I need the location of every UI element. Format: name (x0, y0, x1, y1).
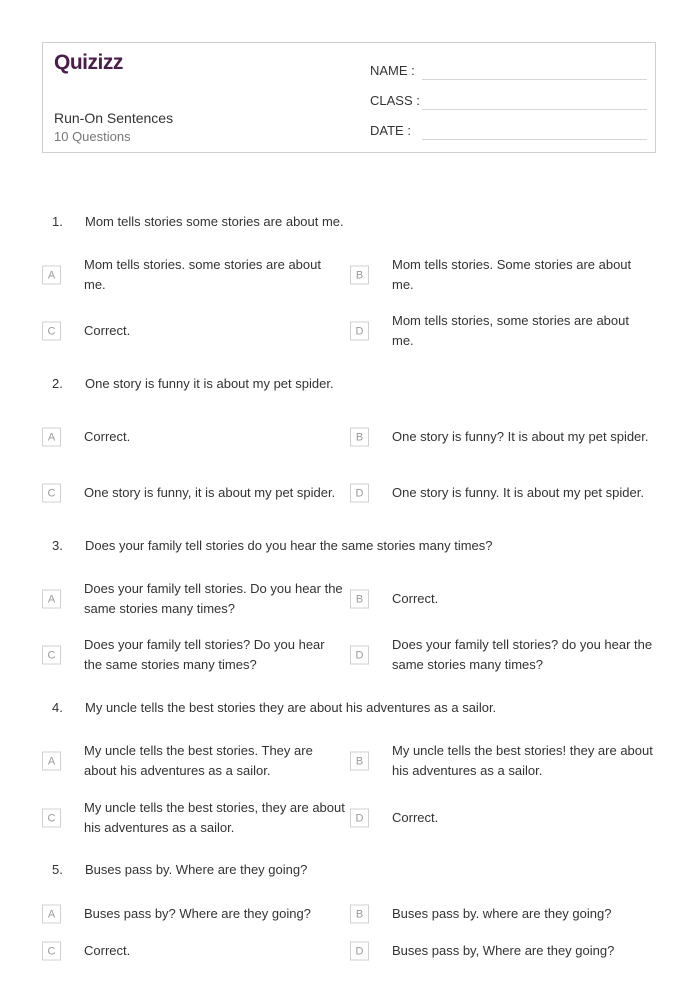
option-text: Correct. (84, 943, 131, 958)
option-5c[interactable] (42, 933, 332, 969)
option-text: Mom tells stories, some stories are about me. (392, 313, 629, 348)
class-label: CLASS : (370, 93, 420, 108)
question-text: One story is funny it is about my pet spider. (85, 376, 334, 391)
option-letter-box: B (350, 752, 369, 771)
option-text: One story is funny. It is about my pet spider. (392, 485, 644, 500)
option-text: One story is funny, it is about my pet spider. (84, 485, 336, 500)
question-text: Mom tells stories some stories are about me. (85, 214, 344, 229)
option-3b[interactable] (350, 581, 640, 617)
option-text: Buses pass by? Where are they going? (84, 906, 311, 921)
option-letter-box: A (42, 266, 61, 285)
option-letter-box: B (350, 266, 369, 285)
option-text: Buses pass by. where are they going? (392, 906, 612, 921)
option-text: Does your family tell stories? Do you hear the same stories many times? (84, 637, 325, 672)
option-text: Correct. (84, 429, 131, 444)
option-text: Does your family tell stories? do you hear the same stories many times? (392, 637, 653, 672)
option-letter-box: B (350, 428, 369, 447)
option-1d[interactable] (350, 313, 640, 349)
option-text: Does your family tell stories. Do you hear the same stories many times? (84, 581, 343, 616)
option-3c[interactable] (42, 637, 332, 673)
option-1b[interactable] (350, 257, 640, 293)
option-letter-box: A (42, 905, 61, 924)
date-label: DATE : (370, 123, 411, 138)
class-field[interactable] (370, 88, 647, 110)
option-letter-box: C (42, 646, 61, 665)
question-text: Buses pass by. Where are they going? (85, 862, 308, 877)
option-text: One story is funny? It is about my pet spider. (392, 429, 649, 444)
option-text: Mom tells stories. some stories are about me. (84, 257, 321, 292)
option-4d[interactable] (350, 800, 640, 836)
option-text: Correct. (392, 810, 439, 825)
date-field[interactable] (370, 118, 647, 140)
option-letter-box: D (350, 322, 369, 341)
option-letter-box: B (350, 590, 369, 609)
option-1c[interactable] (42, 313, 332, 349)
option-2c[interactable] (42, 475, 336, 511)
worksheet-header (42, 42, 656, 153)
option-text: Mom tells stories. Some stories are about me. (392, 257, 632, 292)
question-number: 3. (52, 538, 63, 553)
question-number: 4. (52, 700, 63, 715)
question-count: 10 Questions (54, 129, 131, 144)
option-letter-box: D (350, 484, 369, 503)
option-letter-box: C (42, 484, 61, 503)
option-5a[interactable] (42, 896, 332, 932)
option-2b[interactable] (350, 419, 649, 455)
option-letter-box: A (42, 752, 61, 771)
name-line (422, 78, 647, 80)
option-letter-box: C (42, 322, 61, 341)
option-letter-box: A (42, 590, 61, 609)
option-3a[interactable] (42, 581, 343, 617)
option-3d[interactable] (350, 637, 653, 673)
option-5b[interactable] (350, 896, 640, 932)
option-1a[interactable] (42, 257, 332, 293)
option-text: Buses pass by, Where are they going? (392, 943, 615, 958)
option-4c[interactable] (42, 800, 345, 836)
option-letter-box: C (42, 942, 61, 961)
class-line (422, 108, 647, 110)
option-4b[interactable] (350, 743, 653, 779)
question-text: Does your family tell stories do you hear the same stories many times? (85, 538, 493, 553)
option-text: My uncle tells the best stories, they are about his adventures as a sailor. (84, 800, 345, 835)
name-field[interactable] (370, 58, 647, 80)
question-number: 5. (52, 862, 63, 877)
question-number: 2. (52, 376, 63, 391)
option-letter-box: C (42, 809, 61, 828)
option-4a[interactable] (42, 743, 332, 779)
option-5d[interactable] (350, 933, 640, 969)
option-text: Correct. (392, 591, 439, 606)
option-2a[interactable] (42, 419, 332, 455)
option-text: My uncle tells the best stories! they are about his adventures as a sailor. (392, 743, 653, 778)
question-number: 1. (52, 214, 63, 229)
option-2d[interactable] (350, 475, 644, 511)
quizizz-logo: Quizizz (54, 51, 123, 74)
option-letter-box: D (350, 942, 369, 961)
option-letter-box: D (350, 646, 369, 665)
date-line (422, 138, 647, 140)
option-letter-box: D (350, 809, 369, 828)
option-letter-box: B (350, 905, 369, 924)
worksheet-title: Run-On Sentences (54, 110, 174, 126)
question-text: My uncle tells the best stories they are about his adventures as a sailor. (85, 700, 497, 715)
name-label: NAME : (370, 63, 415, 78)
option-text: Correct. (84, 323, 131, 338)
option-letter-box: A (42, 428, 61, 447)
option-text: My uncle tells the best stories. They are about his adventures as a sailor. (84, 743, 313, 778)
